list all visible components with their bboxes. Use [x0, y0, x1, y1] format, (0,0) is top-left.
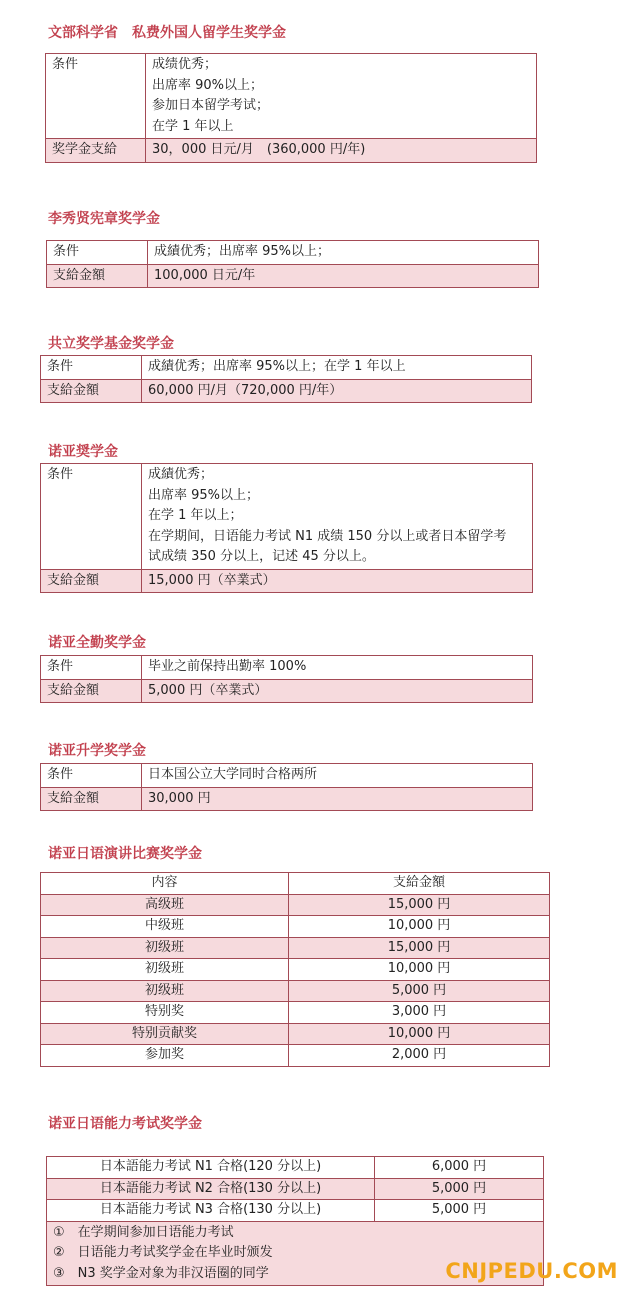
- row-content: 中级班: [41, 916, 289, 938]
- amount-value: 15,000 円（卒業式）: [142, 569, 533, 593]
- table-noah: [40, 463, 533, 593]
- amount-label: 支給金額: [41, 569, 142, 593]
- condition-line: 出席率 95%以上；: [148, 487, 260, 503]
- section-title-noah-attendance: 诺亚全勤奖学金: [48, 635, 146, 651]
- row-amount: 6,000 円: [375, 1157, 544, 1179]
- section-title-lee-soo-hyun: 李秀贤宪章奖学金: [48, 211, 160, 227]
- condition-value: 毕业之前保持出勤率 100%: [142, 656, 533, 680]
- row-content: 特别奖: [41, 1002, 289, 1024]
- row-content: 参加奖: [41, 1045, 289, 1067]
- amount-value: 30，000 日元/月 (360,000 円/年): [146, 139, 537, 163]
- amount-label: 奖学金支給: [46, 139, 146, 163]
- row-amount: 2,000 円: [289, 1045, 550, 1067]
- condition-line: 在学期间，日语能力考试 N1 成绩 150 分以上或者日本留学考: [148, 528, 507, 544]
- condition-label: 条件: [46, 54, 146, 139]
- amount-value: 60,000 円/月（720,000 円/年）: [142, 379, 532, 403]
- row-amount: 5,000 円: [289, 980, 550, 1002]
- header-content: 内容: [41, 873, 289, 895]
- condition-label: 条件: [41, 656, 142, 680]
- table-monbukagakusho: [45, 53, 537, 163]
- row-amount: 3,000 円: [289, 1002, 550, 1024]
- row-amount: 5,000 円: [375, 1178, 544, 1200]
- condition-line: 出席率 90%以上；: [152, 77, 264, 93]
- row-amount: 10,000 円: [289, 1023, 550, 1045]
- table-speech-contest: [40, 872, 550, 1067]
- header-amount: 支給金額: [289, 873, 550, 895]
- condition-line: 在学 1 年以上: [152, 118, 234, 134]
- amount-label: 支給金額: [47, 264, 148, 288]
- note-line: ② 日语能力考试奖学金在毕业时颁发: [53, 1245, 273, 1260]
- site-watermark: CNJPEDU.COM: [445, 1259, 618, 1283]
- row-content: 日本語能力考试 N2 合格(130 分以上): [47, 1178, 375, 1200]
- amount-label: 支給金額: [41, 787, 142, 811]
- condition-line: 参加日本留学考试；: [152, 98, 270, 113]
- row-content: 日本語能力考试 N3 合格(130 分以上): [47, 1200, 375, 1222]
- condition-line: 在学 1 年以上；: [148, 508, 243, 523]
- section-title-monbukagakusho: 文部科学省 私费外国人留学生奖学金: [48, 25, 286, 41]
- row-amount: 15,000 円: [289, 937, 550, 959]
- row-content: 初级班: [41, 937, 289, 959]
- condition-line: 成绩优秀；: [152, 57, 218, 72]
- table-lee-soo-hyun: [46, 240, 539, 288]
- row-amount: 10,000 円: [289, 959, 550, 981]
- note-line: ③ N3 奖学金对象为非汉语圈的同学: [53, 1265, 269, 1281]
- amount-label: 支給金額: [41, 679, 142, 703]
- section-title-noah: 诺亚奨学金: [48, 444, 118, 460]
- table-noah-attendance: [40, 655, 533, 703]
- condition-value: [146, 54, 537, 139]
- condition-label: 条件: [41, 464, 142, 570]
- row-content: 初级班: [41, 980, 289, 1002]
- row-content: 初级班: [41, 959, 289, 981]
- row-content: 特别贡献奖: [41, 1023, 289, 1045]
- condition-label: 条件: [41, 356, 142, 380]
- condition-line: 试成绩 350 分以上，记述 45 分以上。: [148, 549, 375, 564]
- condition-label: 条件: [41, 764, 142, 788]
- row-content: 高级班: [41, 894, 289, 916]
- section-title-jlpt: 诺亚日语能力考试奖学金: [48, 1116, 202, 1132]
- row-content: 日本語能力考试 N1 合格(120 分以上): [47, 1157, 375, 1179]
- section-title-speech-contest: 诺亚日语演讲比赛奖学金: [48, 846, 202, 862]
- condition-value: 成績优秀；出席率 95%以上；在学 1 年以上: [142, 356, 532, 380]
- row-amount: 15,000 円: [289, 894, 550, 916]
- row-amount: 5,000 円: [375, 1200, 544, 1222]
- amount-value: 5,000 円（卒業式）: [142, 679, 533, 703]
- condition-value: 日本国公立大学同时合格两所: [142, 764, 533, 788]
- condition-label: 条件: [47, 241, 148, 265]
- section-title-kyoritsu: 共立奖学基金奖学金: [48, 336, 174, 352]
- table-kyoritsu: [40, 355, 532, 403]
- condition-value: [142, 464, 533, 570]
- amount-label: 支給金額: [41, 379, 142, 403]
- condition-value: 成績优秀；出席率 95%以上；: [148, 241, 539, 265]
- row-amount: 10,000 円: [289, 916, 550, 938]
- condition-line: 成績优秀；: [148, 467, 214, 482]
- table-noah-admission: [40, 763, 533, 811]
- amount-value: 100,000 日元/年: [148, 264, 539, 288]
- note-line: ① 在学期间参加日语能力考试: [53, 1224, 234, 1240]
- amount-value: 30,000 円: [142, 787, 533, 811]
- section-title-noah-admission: 诺亚升学奖学金: [48, 743, 146, 759]
